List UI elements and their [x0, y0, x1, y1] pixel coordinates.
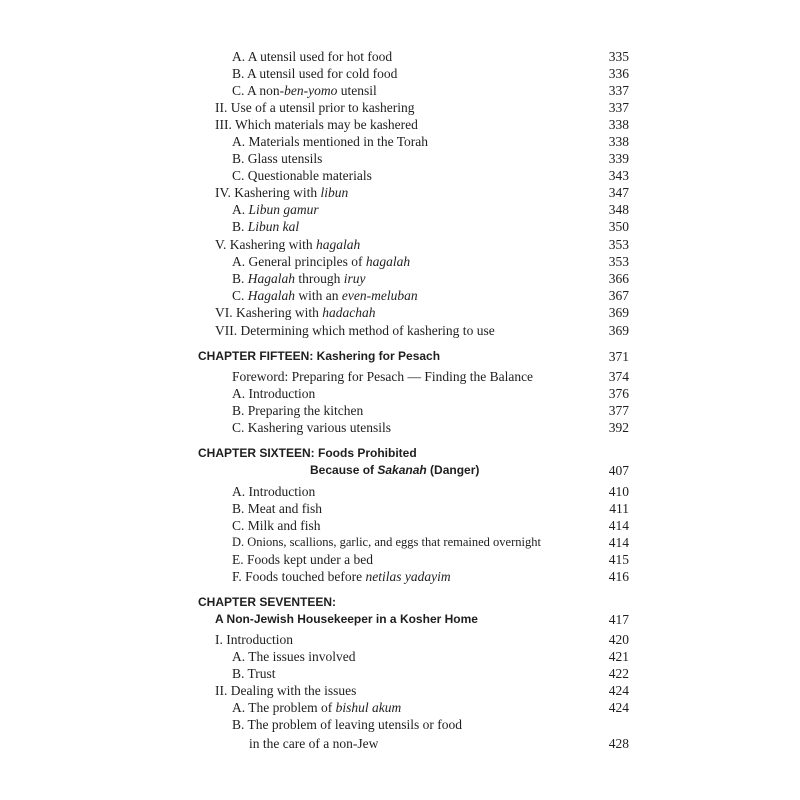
toc-entry: B. A utensil used for cold food [232, 66, 398, 81]
toc-entry: A. General principles of hagalah [232, 254, 411, 269]
toc-page-number: 347 [608, 185, 629, 200]
toc-page-number: 335 [608, 49, 629, 64]
toc-page-number: 337 [608, 83, 629, 98]
toc-entry: B. Hagalah through iruy [232, 271, 366, 286]
toc-entry: A. Libun gamur [232, 202, 319, 217]
toc-page-number: 416 [608, 569, 629, 584]
toc-entry: II. Use of a utensil prior to kashering [215, 100, 415, 115]
toc-page-number: 353 [608, 254, 629, 269]
toc-entry: A. Materials mentioned in the Torah [232, 134, 429, 149]
toc-page-number: 369 [608, 323, 629, 338]
toc-page-number: 374 [608, 369, 629, 384]
toc-page-number: 410 [608, 484, 629, 499]
toc-entry: A. The issues involved [232, 649, 356, 664]
toc-entry: A. The problem of bishul akum [232, 700, 402, 715]
toc-page-number: 424 [608, 700, 629, 715]
toc-page-number: 421 [608, 649, 629, 664]
toc-entry: B. Preparing the kitchen [232, 403, 364, 418]
chapter-title: CHAPTER SEVENTEEN: [198, 595, 337, 609]
toc-entry: A. A utensil used for hot food [232, 49, 393, 64]
toc-entry: A. Introduction [232, 484, 316, 499]
toc-entry: D. Onions, scallions, garlic, and eggs that remained overnight [232, 535, 541, 549]
toc-page-number: 415 [608, 552, 629, 567]
toc-page-number: 414 [608, 518, 629, 533]
toc-page-number: 338 [608, 134, 629, 149]
toc-entry: C. Kashering various utensils [232, 420, 391, 435]
toc-entry: B. Trust [232, 666, 276, 681]
toc-entry: Foreword: Preparing for Pesach — Finding the Balance [232, 369, 534, 384]
toc-page-number: 377 [608, 403, 629, 418]
toc-page-number: 353 [608, 237, 629, 252]
toc-entry: I. Introduction [215, 632, 293, 647]
toc-page-number: 422 [608, 666, 629, 681]
toc-page-number: 420 [608, 632, 629, 647]
toc-entry: C. Questionable materials [232, 168, 372, 183]
toc-entry: B. The problem of leaving utensils or food [232, 717, 462, 732]
chapter-title: CHAPTER FIFTEEN: Kashering for Pesach [198, 349, 441, 363]
toc-page-number: 369 [608, 305, 629, 320]
toc-page-number: 350 [608, 219, 629, 234]
toc-page-number: 417 [608, 612, 629, 627]
toc-entry: in the care of a non-Jew [249, 736, 379, 751]
chapter-title-continued: Because of Sakanah (Danger) [310, 463, 480, 477]
toc-page-number: 392 [608, 420, 629, 435]
toc-page-number: 367 [608, 288, 629, 303]
toc-page-number: 424 [608, 683, 629, 698]
toc-entry: II. Dealing with the issues [215, 683, 357, 698]
toc-entry: B. Meat and fish [232, 501, 322, 516]
toc-entry: A. Introduction [232, 386, 316, 401]
toc-entry: VI. Kashering with hadachah [215, 305, 376, 320]
toc-page-number: 371 [608, 349, 629, 364]
chapter-title: CHAPTER SIXTEEN: Foods Prohibited [198, 446, 417, 460]
toc-page-number: 339 [608, 151, 629, 166]
toc-page-number: 338 [608, 117, 629, 132]
toc-page-number: 343 [608, 168, 629, 183]
toc-entry: III. Which materials may be kashered [215, 117, 418, 132]
toc-page-number: 407 [608, 463, 629, 478]
toc-entry: B. Libun kal [232, 219, 300, 234]
toc-entry: VII. Determining which method of kashering to use [215, 323, 495, 338]
toc-page-number: 336 [608, 66, 629, 81]
toc-entry: C. A non-ben-yomo utensil [232, 83, 377, 98]
toc-entry: F. Foods touched before netilas yadayim [232, 569, 451, 584]
toc-entry: V. Kashering with hagalah [215, 237, 361, 252]
toc-page-number: 411 [609, 501, 629, 516]
toc-entry: C. Hagalah with an even-meluban [232, 288, 418, 303]
toc-page-number: 366 [608, 271, 629, 286]
toc-entry: E. Foods kept under a bed [232, 552, 373, 567]
toc-page-number: 376 [608, 386, 629, 401]
toc-page-number: 348 [608, 202, 629, 217]
toc-entry: B. Glass utensils [232, 151, 323, 166]
toc-page-number: 428 [608, 736, 629, 751]
toc-page-number: 337 [608, 100, 629, 115]
toc-entry: C. Milk and fish [232, 518, 321, 533]
chapter-title-continued: A Non-Jewish Housekeeper in a Kosher Home [215, 612, 478, 626]
toc-entry: IV. Kashering with libun [215, 185, 349, 200]
toc-page-number: 414 [608, 535, 629, 550]
